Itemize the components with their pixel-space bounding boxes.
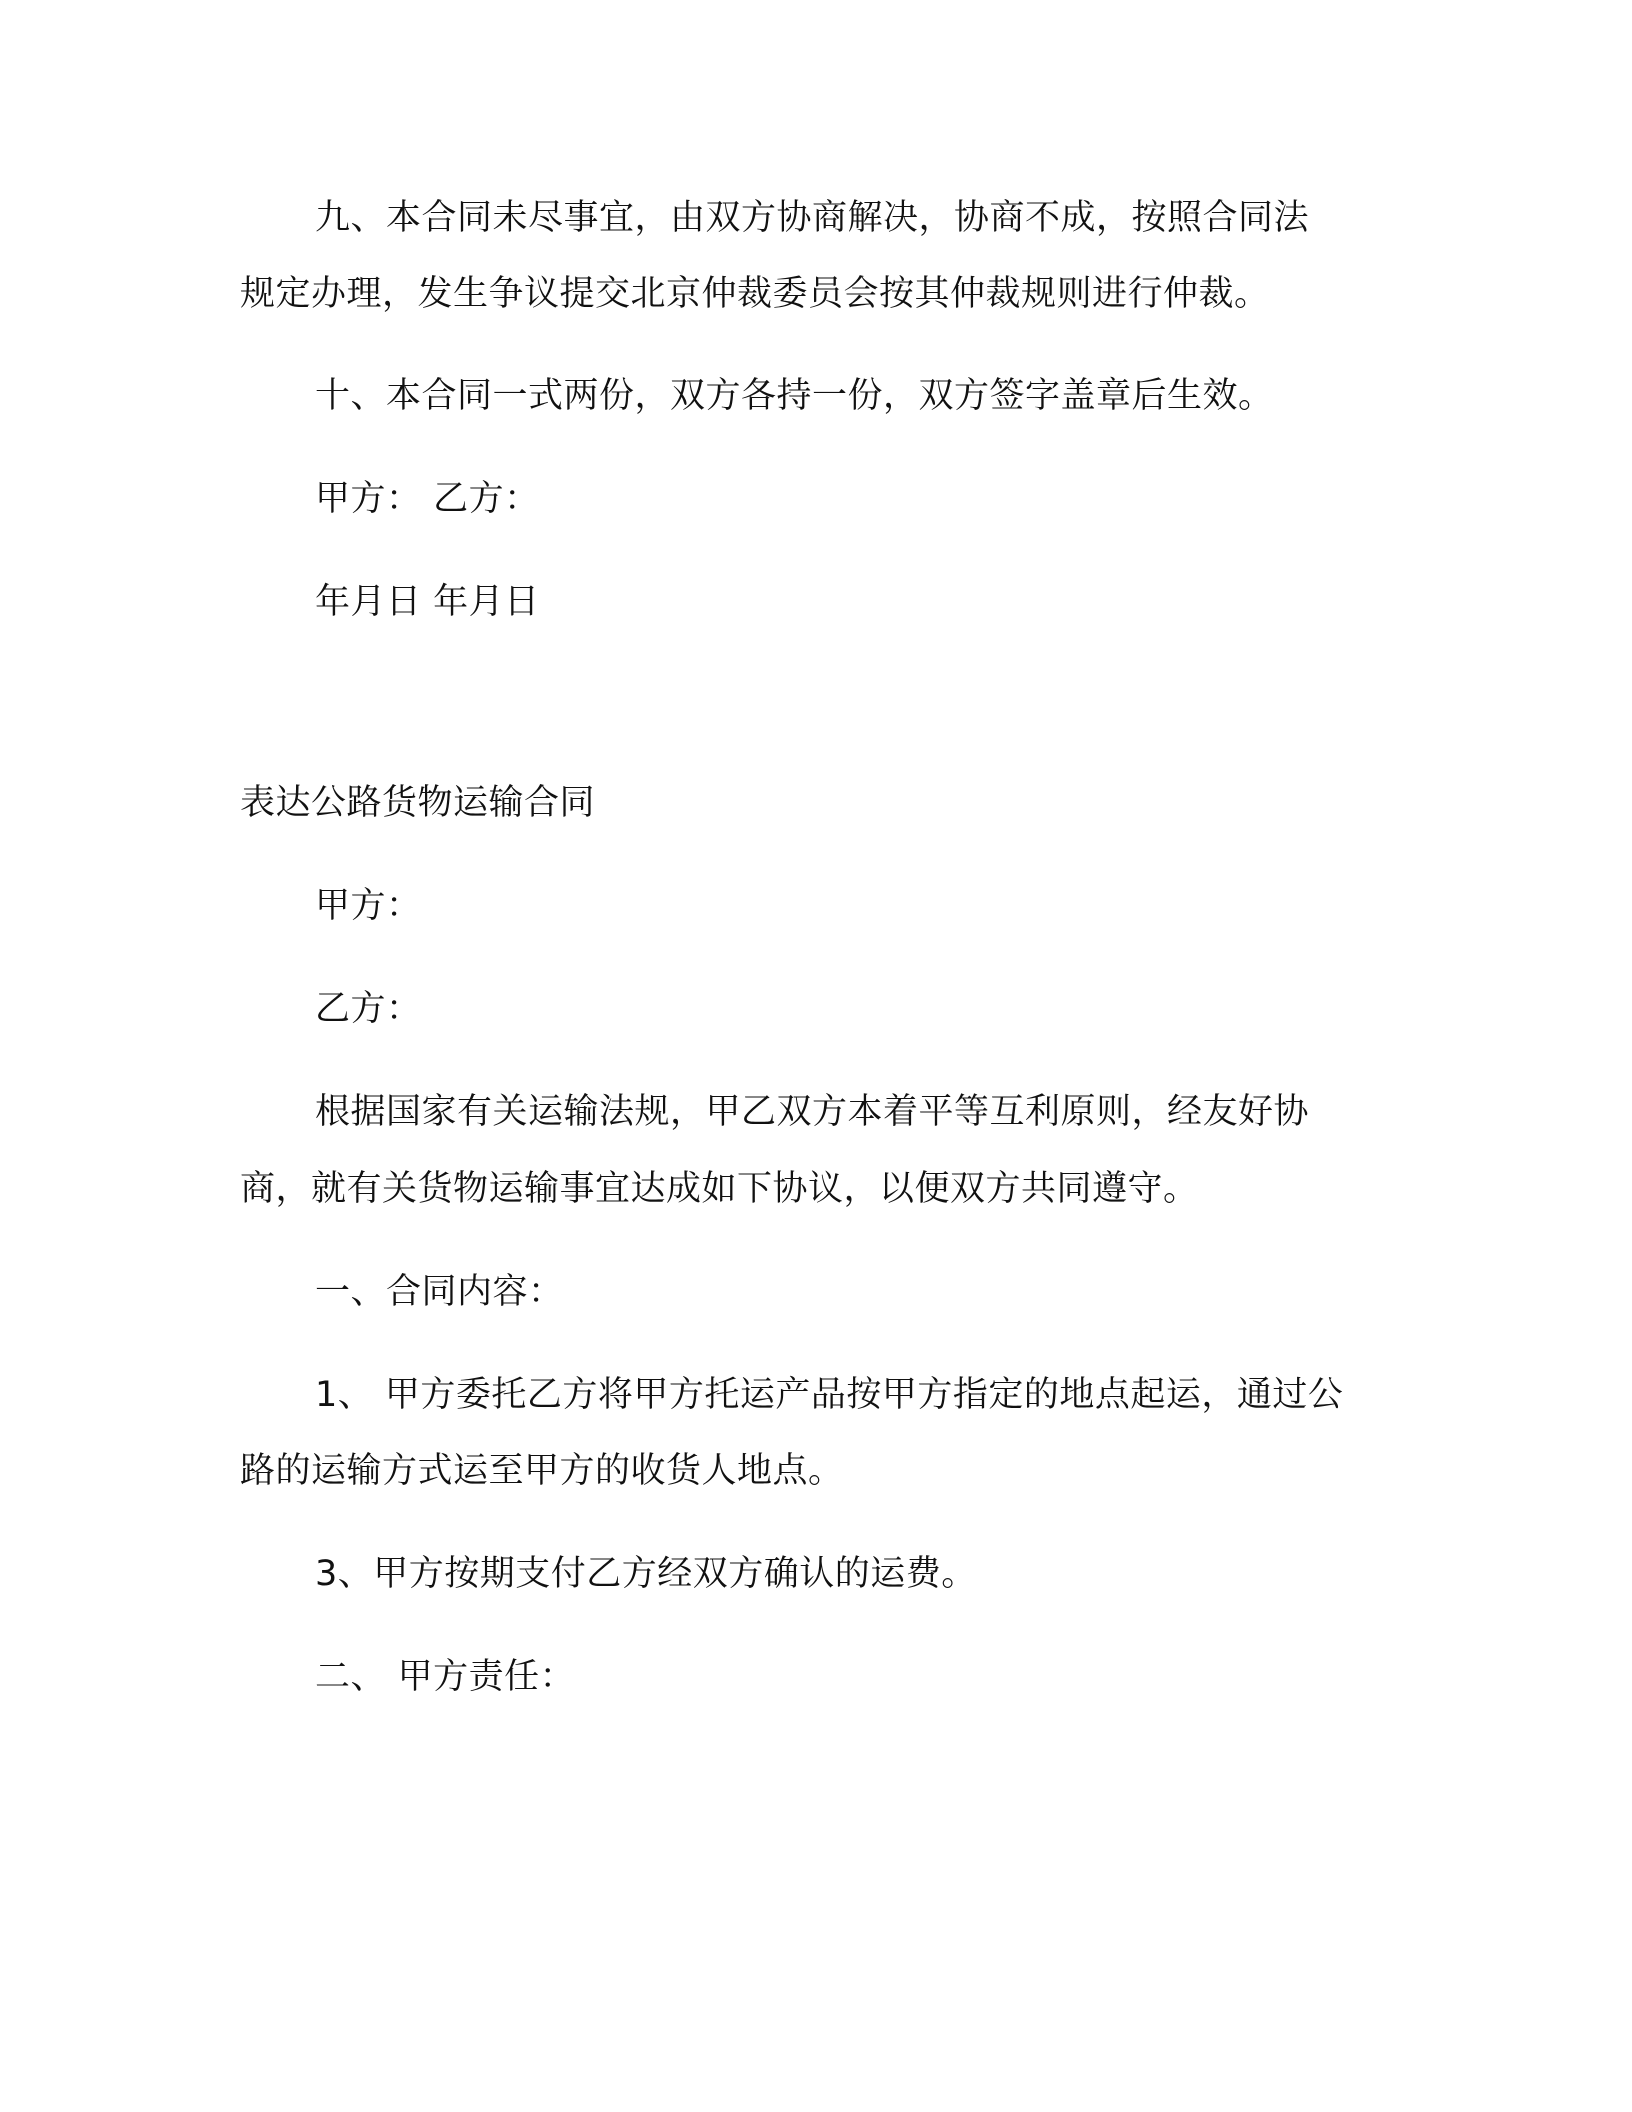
section-2-heading: 二、 甲方责任： [315,1657,576,1697]
clause-10: 十、本合同一式两份，双方各持一份，双方签字盖章后生效。 [315,376,1274,416]
section-1-heading: 一、合同内容： [315,1272,564,1312]
party-b-label: 乙方： [315,989,422,1029]
item-3: 3、甲方按期支付乙方经双方确认的运费。 [315,1554,977,1594]
clause-9-line-2: 规定办理，发生争议提交北京仲裁委员会按其仲裁规则进行仲裁。 [240,274,1270,314]
party-a-label: 甲方： [315,886,422,926]
signature-dates: 年月日 年月日 [315,582,540,622]
signature-parties: 甲方： 乙方： [315,479,540,519]
item-1-line-1: 1、 甲方委托乙方将甲方托运产品按甲方指定的地点起运，通过公 [315,1375,1344,1415]
contract-title: 表达公路货物运输合同 [240,783,596,823]
clause-9-line-1: 九、本合同未尽事宜，由双方协商解决，协商不成，按照合同法 [315,198,1310,238]
item-1-line-2: 路的运输方式运至甲方的收货人地点。 [240,1451,844,1491]
preamble-line-1: 根据国家有关运输法规，甲乙双方本着平等互利原则，经友好协 [315,1092,1310,1132]
preamble-line-2: 商，就有关货物运输事宜达成如下协议，以便双方共同遵守。 [240,1169,1199,1209]
